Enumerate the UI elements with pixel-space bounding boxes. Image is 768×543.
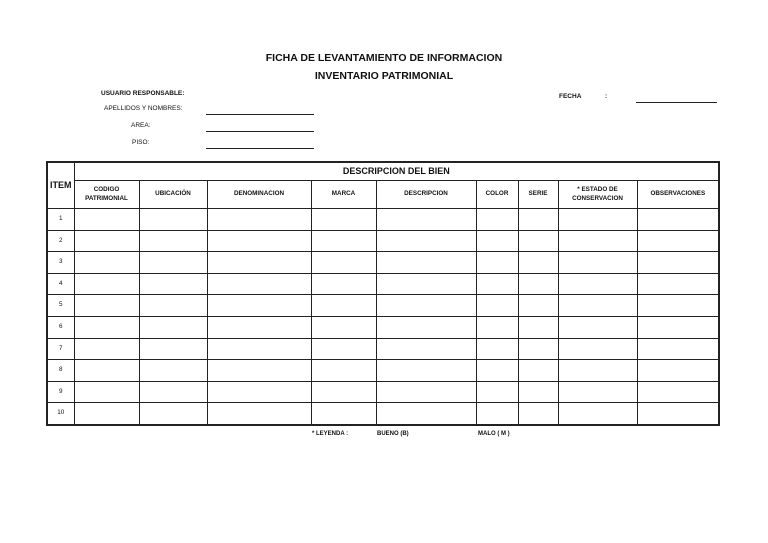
cell-ubicacion[interactable]: [139, 360, 207, 382]
col-header-serie: SERIE: [518, 181, 558, 209]
item-number: 7: [47, 338, 74, 360]
cell-codigo[interactable]: [74, 230, 139, 252]
cell-observaciones[interactable]: [637, 209, 719, 231]
cell-color[interactable]: [476, 316, 518, 338]
col-header-codigo: CODIGO PATRIMONIAL: [74, 181, 139, 209]
cell-estado[interactable]: [558, 273, 637, 295]
cell-observaciones[interactable]: [637, 316, 719, 338]
cell-serie[interactable]: [518, 403, 558, 425]
area-label: AREA:: [131, 122, 151, 129]
cell-ubicacion[interactable]: [139, 381, 207, 403]
cell-estado[interactable]: [558, 338, 637, 360]
cell-observaciones[interactable]: [637, 230, 719, 252]
col-header-marca: MARCA: [311, 181, 376, 209]
cell-serie[interactable]: [518, 209, 558, 231]
table-row: [47, 273, 719, 295]
item-header: ITEM: [47, 162, 74, 209]
piso-label: PISO:: [132, 139, 150, 146]
col-header-color: COLOR: [476, 181, 518, 209]
cell-estado[interactable]: [558, 403, 637, 425]
cell-descripcion[interactable]: [376, 360, 476, 382]
cell-observaciones[interactable]: [637, 338, 719, 360]
cell-observaciones[interactable]: [637, 403, 719, 425]
cell-denominacion[interactable]: [207, 360, 311, 382]
apellidos-label: APELLIDOS Y NOMBRES:: [104, 105, 183, 112]
item-number: 9: [47, 381, 74, 403]
legend-malo: MALO ( M ): [478, 431, 510, 437]
table-row: [47, 230, 719, 252]
cell-serie[interactable]: [518, 295, 558, 317]
form-subtitle: INVENTARIO PATRIMONIAL: [314, 70, 454, 82]
group-header: DESCRIPCION DEL BIEN: [74, 162, 719, 181]
cell-codigo[interactable]: [74, 295, 139, 317]
cell-serie[interactable]: [518, 316, 558, 338]
cell-estado[interactable]: [558, 230, 637, 252]
cell-color[interactable]: [476, 209, 518, 231]
item-number: 4: [47, 273, 74, 295]
cell-marca[interactable]: [311, 209, 376, 231]
cell-ubicacion[interactable]: [139, 295, 207, 317]
col-header-observaciones: OBSERVACIONES: [637, 181, 719, 209]
cell-marca[interactable]: [311, 338, 376, 360]
cell-marca[interactable]: [311, 381, 376, 403]
item-number: 3: [47, 252, 74, 274]
cell-color[interactable]: [476, 360, 518, 382]
area-field[interactable]: [206, 131, 314, 132]
cell-marca[interactable]: [311, 230, 376, 252]
cell-color[interactable]: [476, 295, 518, 317]
form-title: FICHA DE LEVANTAMIENTO DE INFORMACION: [265, 52, 503, 64]
cell-codigo[interactable]: [74, 403, 139, 425]
cell-estado[interactable]: [558, 209, 637, 231]
cell-denominacion[interactable]: [207, 295, 311, 317]
cell-denominacion[interactable]: [207, 338, 311, 360]
apellidos-field[interactable]: [206, 114, 314, 115]
cell-descripcion[interactable]: [376, 381, 476, 403]
table-row: [47, 360, 719, 382]
cell-codigo[interactable]: [74, 316, 139, 338]
cell-marca[interactable]: [311, 360, 376, 382]
table-row: [47, 381, 719, 403]
cell-observaciones[interactable]: [637, 360, 719, 382]
cell-denominacion[interactable]: [207, 403, 311, 425]
item-number: 8: [47, 360, 74, 382]
cell-descripcion[interactable]: [376, 273, 476, 295]
cell-color[interactable]: [476, 403, 518, 425]
fecha-label: FECHA: [559, 93, 582, 100]
cell-denominacion[interactable]: [207, 252, 311, 274]
cell-estado[interactable]: [558, 295, 637, 317]
fecha-field[interactable]: [636, 102, 717, 103]
col-header-descripcion: DESCRIPCION: [376, 181, 476, 209]
cell-estado[interactable]: [558, 252, 637, 274]
cell-denominacion[interactable]: [207, 381, 311, 403]
cell-color[interactable]: [476, 252, 518, 274]
inventory-table: [46, 161, 720, 426]
cell-marca[interactable]: [311, 316, 376, 338]
cell-codigo[interactable]: [74, 338, 139, 360]
cell-descripcion[interactable]: [376, 252, 476, 274]
cell-ubicacion[interactable]: [139, 273, 207, 295]
table-row: [47, 252, 719, 274]
cell-ubicacion[interactable]: [139, 316, 207, 338]
piso-field[interactable]: [206, 148, 314, 149]
cell-color[interactable]: [476, 381, 518, 403]
item-number: 1: [47, 209, 74, 231]
cell-serie[interactable]: [518, 273, 558, 295]
cell-estado[interactable]: [558, 316, 637, 338]
table-row: [47, 316, 719, 338]
cell-observaciones[interactable]: [637, 273, 719, 295]
cell-observaciones[interactable]: [637, 381, 719, 403]
table-row: [47, 338, 719, 360]
cell-descripcion[interactable]: [376, 295, 476, 317]
cell-estado[interactable]: [558, 360, 637, 382]
cell-serie[interactable]: [518, 252, 558, 274]
cell-serie[interactable]: [518, 230, 558, 252]
col-header-ubicacion: UBICACIÓN: [139, 181, 207, 209]
cell-marca[interactable]: [311, 252, 376, 274]
cell-codigo[interactable]: [74, 209, 139, 231]
cell-estado[interactable]: [558, 381, 637, 403]
item-number: 5: [47, 295, 74, 317]
legend-bueno: BUENO (B): [377, 431, 409, 437]
cell-ubicacion[interactable]: [139, 252, 207, 274]
table-row: [47, 403, 719, 425]
cell-observaciones[interactable]: [637, 252, 719, 274]
item-number: 2: [47, 230, 74, 252]
cell-marca[interactable]: [311, 295, 376, 317]
cell-ubicacion[interactable]: [139, 209, 207, 231]
cell-ubicacion[interactable]: [139, 230, 207, 252]
cell-marca[interactable]: [311, 273, 376, 295]
cell-descripcion[interactable]: [376, 403, 476, 425]
table-row: [47, 209, 719, 231]
cell-denominacion[interactable]: [207, 273, 311, 295]
cell-ubicacion[interactable]: [139, 403, 207, 425]
cell-color[interactable]: [476, 230, 518, 252]
col-header-estado: * ESTADO DE CONSERVACION: [558, 181, 637, 209]
cell-codigo[interactable]: [74, 252, 139, 274]
cell-ubicacion[interactable]: [139, 338, 207, 360]
cell-codigo[interactable]: [74, 273, 139, 295]
cell-denominacion[interactable]: [207, 316, 311, 338]
cell-descripcion[interactable]: [376, 338, 476, 360]
fecha-colon: :: [605, 93, 608, 100]
cell-descripcion[interactable]: [376, 209, 476, 231]
cell-marca[interactable]: [311, 403, 376, 425]
table-row: [47, 295, 719, 317]
cell-denominacion[interactable]: [207, 209, 311, 231]
cell-codigo[interactable]: [74, 360, 139, 382]
col-header-denominacion: DENOMINACION: [207, 181, 311, 209]
cell-color[interactable]: [476, 273, 518, 295]
legend-label: * LEYENDA :: [312, 431, 349, 437]
cell-observaciones[interactable]: [637, 295, 719, 317]
item-number: 6: [47, 316, 74, 338]
cell-descripcion[interactable]: [376, 230, 476, 252]
cell-serie[interactable]: [518, 360, 558, 382]
cell-denominacion[interactable]: [207, 230, 311, 252]
cell-codigo[interactable]: [74, 381, 139, 403]
cell-descripcion[interactable]: [376, 316, 476, 338]
item-number: 10: [47, 403, 74, 425]
cell-color[interactable]: [476, 338, 518, 360]
usuario-responsable-label: USUARIO RESPONSABLE:: [101, 90, 185, 97]
cell-serie[interactable]: [518, 381, 558, 403]
cell-serie[interactable]: [518, 338, 558, 360]
